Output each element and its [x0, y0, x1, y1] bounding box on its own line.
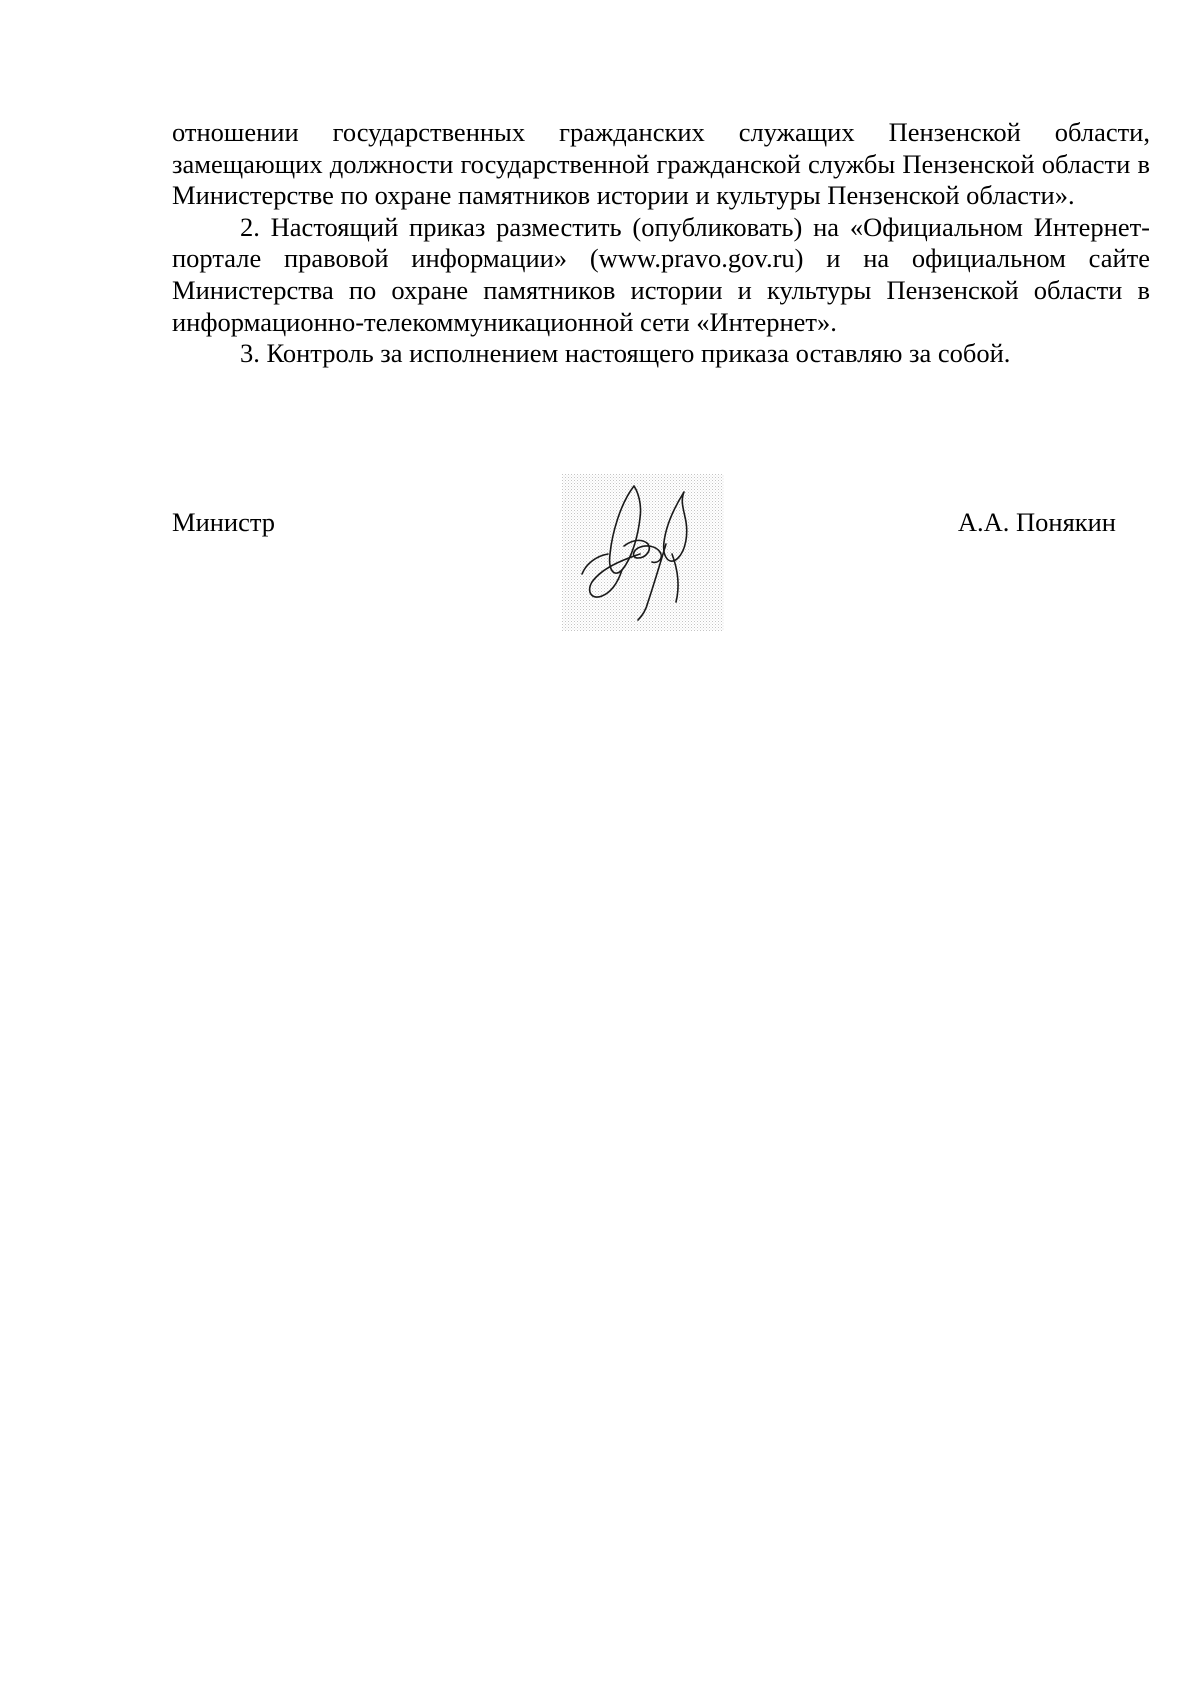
paragraph-continuation: отношении государственных гражданских служащих Пензенской области, замещающих должности государственной гражданской службы Пензенской области в Министерстве по охране памятников истории и культуры Пензенской области».	[172, 117, 1150, 211]
handwritten-signature-image	[562, 474, 724, 631]
signatory-name: А.А. Понякин	[957, 507, 1116, 537]
document-body	[172, 117, 1150, 370]
paragraph-item-3: 3. Контроль за исполнением настоящего приказа оставляю за собой.	[240, 338, 1011, 369]
paragraph-item-2: 2. Настоящий приказ разместить (опубликовать) на «Официальном Интернет-портале правовой информации» (www.pravo.gov.ru) и на официальном сайте Министерства по охране памятников истории и культуры Пензенской области в информационно-телекоммуникационной сети «Интернет».	[172, 211, 1150, 337]
signatory-position: Министр	[172, 507, 276, 537]
